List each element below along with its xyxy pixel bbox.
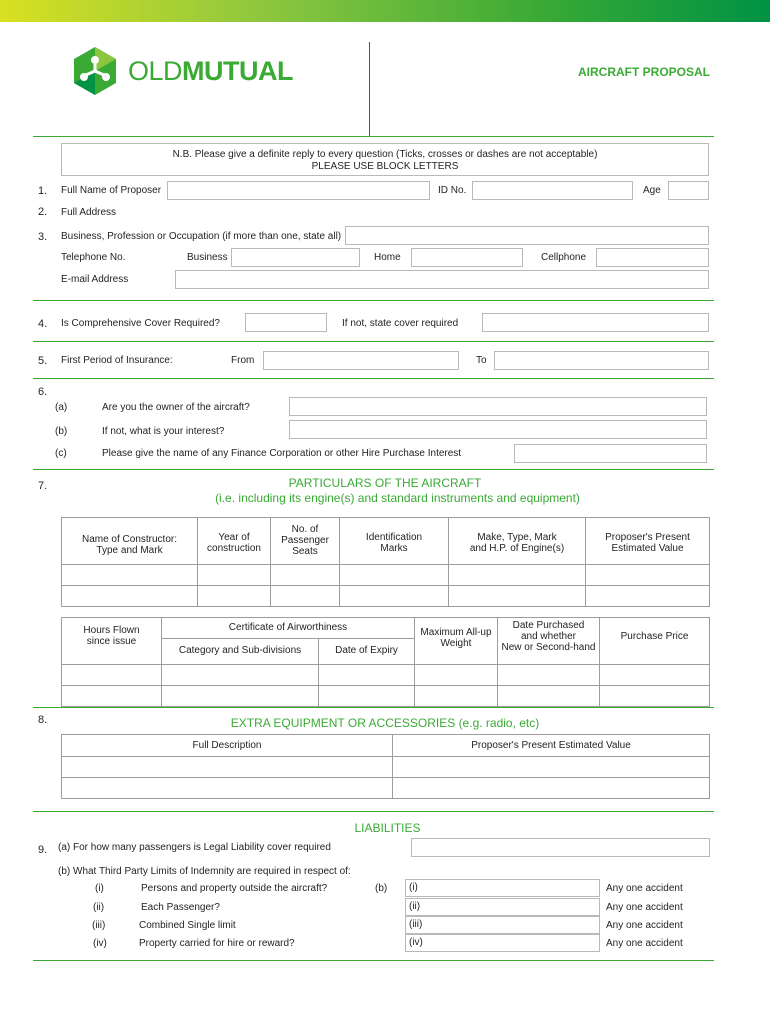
q9-item-text: Property carried for hire or reward? bbox=[139, 938, 295, 949]
airworthiness-table bbox=[61, 617, 710, 707]
state-cover-label: If not, state cover required bbox=[342, 318, 459, 329]
limit-field-iv[interactable]: (iv) bbox=[405, 934, 600, 952]
col-purchase-price: Purchase Price bbox=[600, 618, 710, 665]
q9-item-text: Combined Single limit bbox=[139, 920, 236, 931]
q9-item-text: Each Passenger? bbox=[141, 902, 220, 913]
business-phone-field[interactable] bbox=[231, 248, 360, 267]
divider-q3 bbox=[33, 300, 714, 301]
owner-field[interactable] bbox=[289, 397, 707, 416]
q7-number: 7. bbox=[38, 480, 48, 492]
q9-item-key: (iii) bbox=[92, 920, 106, 931]
q6-number: 6. bbox=[38, 386, 48, 398]
age-label: Age bbox=[643, 185, 661, 196]
table-row bbox=[62, 665, 710, 686]
divider-q8 bbox=[33, 811, 714, 812]
form-title: AIRCRAFT PROPOSAL bbox=[578, 65, 710, 79]
q3-number: 3. bbox=[38, 231, 48, 243]
q9b-label: (b) What Third Party Limits of Indemnity are required in respect of: bbox=[58, 866, 351, 877]
q2-number: 2. bbox=[38, 206, 48, 218]
state-cover-field[interactable] bbox=[482, 313, 709, 332]
to-label: To bbox=[476, 355, 487, 366]
extra-equipment-heading: EXTRA EQUIPMENT OR ACCESSORIES (e.g. radio, etc) bbox=[230, 716, 540, 730]
col-expiry: Date of Expiry bbox=[319, 639, 415, 665]
email-label: E-mail Address bbox=[61, 274, 129, 285]
q3-label: Business, Profession or Occupation (if more than one, state all) bbox=[61, 231, 342, 242]
q6c-label: Please give the name of any Finance Corporation or other Hire Purchase Interest bbox=[102, 448, 462, 459]
q6a-key: (a) bbox=[55, 402, 68, 413]
col-hours-flown: Hours Flown since issue bbox=[62, 618, 162, 665]
from-date-field[interactable] bbox=[263, 351, 459, 370]
divider-q4 bbox=[33, 341, 714, 342]
limit-field-i[interactable]: (i) bbox=[405, 879, 600, 897]
telephone-label: Telephone No. bbox=[61, 252, 126, 263]
col-year: Year of construction bbox=[198, 518, 271, 565]
col-value: Proposer's Present Estimated Value bbox=[586, 518, 710, 565]
col-certificate: Certificate of Airworthiness bbox=[162, 618, 415, 639]
table-row bbox=[62, 565, 710, 586]
limit-field-ii[interactable]: (ii) bbox=[405, 898, 600, 916]
q1-label: Full Name of Proposer bbox=[61, 185, 162, 196]
q6c-key: (c) bbox=[55, 448, 67, 459]
table-row bbox=[62, 757, 710, 778]
aircraft-particulars-table bbox=[61, 517, 710, 607]
table-row bbox=[62, 778, 710, 799]
col-date-purchased: Date Purchased and whether New or Second-hand bbox=[498, 618, 600, 665]
from-label: From bbox=[231, 355, 255, 366]
id-no-label: ID No. bbox=[438, 185, 467, 196]
q5-label: First Period of Insurance: bbox=[61, 355, 173, 366]
q6b-label: If not, what is your interest? bbox=[102, 426, 225, 437]
header-rule bbox=[33, 136, 714, 137]
occupation-field[interactable] bbox=[345, 226, 709, 245]
col-weight: Maximum All-up Weight bbox=[415, 618, 498, 665]
q9-item-key: (ii) bbox=[93, 902, 105, 913]
logo bbox=[70, 46, 310, 96]
table-row bbox=[62, 586, 710, 607]
col-seats: No. of Passenger Seats bbox=[271, 518, 340, 565]
top-color-bar bbox=[0, 0, 770, 22]
notice-box bbox=[61, 143, 709, 176]
divider-q6 bbox=[33, 469, 714, 470]
q5-number: 5. bbox=[38, 355, 48, 367]
header-divider bbox=[369, 42, 370, 136]
id-no-field[interactable] bbox=[472, 181, 633, 200]
liabilities-heading: LIABILITIES bbox=[354, 821, 421, 835]
old-mutual-logo-icon bbox=[70, 46, 120, 96]
notice-line-1: N.B. Please give a definite reply to every question (Ticks, crosses or dashes are not acceptable) bbox=[172, 149, 598, 160]
cellphone-label: Cellphone bbox=[541, 252, 587, 263]
any-one-accident-label: Any one accident bbox=[606, 883, 683, 894]
finance-corp-field[interactable] bbox=[514, 444, 707, 463]
any-one-accident-label: Any one accident bbox=[606, 920, 683, 931]
business-phone-label: Business bbox=[187, 252, 228, 263]
passengers-field[interactable] bbox=[411, 838, 710, 857]
home-phone-label: Home bbox=[374, 252, 401, 263]
email-field[interactable] bbox=[175, 270, 709, 289]
q4-number: 4. bbox=[38, 318, 48, 330]
q1-number: 1. bbox=[38, 185, 48, 197]
brand-name-bold: MUTUAL bbox=[182, 56, 294, 86]
q6b-key: (b) bbox=[55, 426, 68, 437]
limit-field-iii[interactable]: (iii) bbox=[405, 916, 600, 934]
home-phone-field[interactable] bbox=[411, 248, 523, 267]
col-category: Category and Sub-divisions bbox=[162, 639, 319, 665]
col-estimated-value: Proposer's Present Estimated Value bbox=[393, 735, 710, 757]
table-row bbox=[62, 686, 710, 707]
divider-q5 bbox=[33, 378, 714, 379]
q9-number: 9. bbox=[38, 844, 48, 856]
divider-q7 bbox=[33, 707, 714, 708]
comprehensive-cover-field[interactable] bbox=[245, 313, 327, 332]
q9a-label: (a) For how many passengers is Legal Liability cover required bbox=[58, 842, 331, 853]
q6a-label: Are you the owner of the aircraft? bbox=[102, 402, 250, 413]
col-constructor: Name of Constructor: Type and Mark bbox=[62, 518, 198, 565]
q9b-right-key: (b) bbox=[375, 883, 388, 894]
q2-label: Full Address bbox=[61, 207, 117, 218]
any-one-accident-label: Any one accident bbox=[606, 902, 683, 913]
particulars-heading: PARTICULARS OF THE AIRCRAFT bbox=[288, 476, 482, 490]
q9-item-key: (iv) bbox=[93, 938, 107, 949]
to-date-field[interactable] bbox=[494, 351, 709, 370]
col-full-description: Full Description bbox=[62, 735, 393, 757]
q8-number: 8. bbox=[38, 714, 48, 726]
extra-equipment-table bbox=[61, 734, 710, 799]
col-engine: Make, Type, Mark and H.P. of Engine(s) bbox=[449, 518, 586, 565]
any-one-accident-label: Any one accident bbox=[606, 938, 683, 949]
age-field[interactable] bbox=[668, 181, 709, 200]
brand-name-light: OLD bbox=[128, 56, 183, 86]
interest-field[interactable] bbox=[289, 420, 707, 439]
footer-rule bbox=[33, 960, 714, 961]
full-name-field[interactable] bbox=[167, 181, 430, 200]
particulars-subheading: (i.e. including its engine(s) and standard instruments and equipment) bbox=[215, 491, 580, 505]
q4-label: Is Comprehensive Cover Required? bbox=[61, 318, 220, 329]
q9-item-text: Persons and property outside the aircraft? bbox=[141, 883, 328, 894]
col-identification: Identification Marks bbox=[340, 518, 449, 565]
notice-line-2: PLEASE USE BLOCK LETTERS bbox=[311, 161, 459, 172]
q9-item-key: (i) bbox=[95, 883, 104, 894]
cellphone-field[interactable] bbox=[596, 248, 709, 267]
